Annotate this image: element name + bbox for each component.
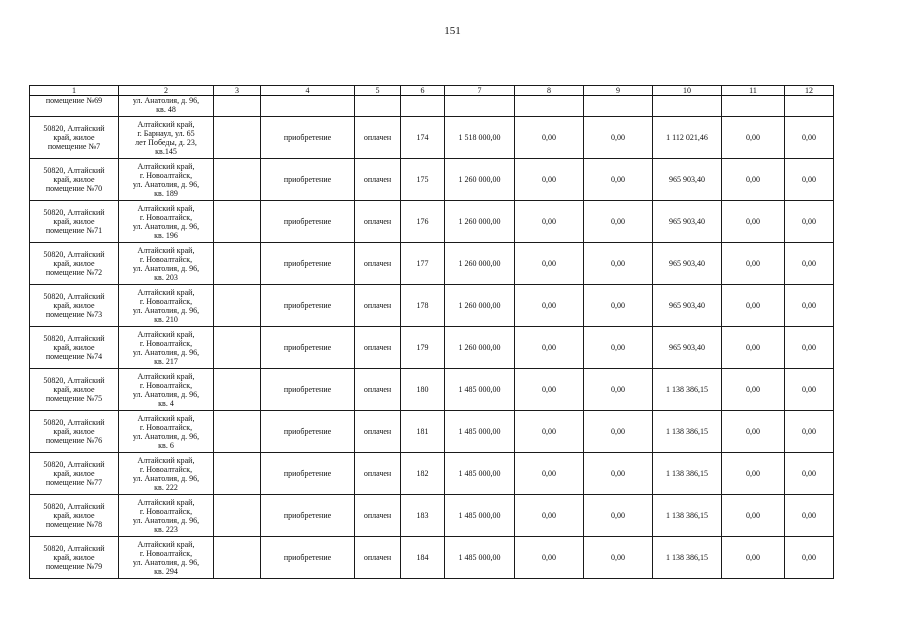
cell-object-name-line: помещение №78 xyxy=(45,520,103,529)
cell-col12-value: 0,00 xyxy=(785,411,834,453)
cell-status: оплачен xyxy=(355,369,401,411)
column-number-header-row xyxy=(30,86,834,96)
cell-status: оплачен xyxy=(355,495,401,537)
cell-col11-value: 0,00 xyxy=(722,537,785,579)
cell-address-line: Алтайский край, xyxy=(137,497,195,507)
cell-object-name-line: край, жилое xyxy=(53,133,95,142)
cell-address-line: кв. 189 xyxy=(154,188,178,198)
cell-amount: 1 260 000,00 xyxy=(445,327,515,369)
cell-col3 xyxy=(214,327,261,369)
cell-col12-value: 0,00 xyxy=(785,327,834,369)
cell-object-name xyxy=(30,159,119,201)
cell-address-line: Алтайский край, xyxy=(137,371,195,381)
cell-col10-value: 965 903,40 xyxy=(653,285,722,327)
table-row xyxy=(30,495,834,537)
cell-empty xyxy=(722,96,785,117)
cell-object-name xyxy=(30,243,119,285)
cell-address xyxy=(119,117,214,159)
cell-status: оплачен xyxy=(355,453,401,495)
cell-address-line: Алтайский край, xyxy=(137,119,195,129)
cell-col10-value: 1 138 386,15 xyxy=(653,537,722,579)
cell-col10-value: 965 903,40 xyxy=(653,159,722,201)
column-number-header: 9 xyxy=(584,86,653,96)
cell-object-name xyxy=(30,327,119,369)
cell-col3 xyxy=(214,201,261,243)
cell-col3 xyxy=(214,117,261,159)
cell-col11-value: 0,00 xyxy=(722,243,785,285)
cell-address-line: кв. 222 xyxy=(154,482,178,492)
cell-object-name-line: 50820, Алтайский xyxy=(43,292,105,301)
cell-number: 174 xyxy=(401,117,445,159)
cell-address-line: ул. Анатолия, д. 96, xyxy=(132,515,200,525)
cell-empty xyxy=(401,96,445,117)
cell-amount: 1 485 000,00 xyxy=(445,369,515,411)
cell-empty xyxy=(785,96,834,117)
cell-address-line: кв. 196 xyxy=(154,230,178,240)
cell-object-name-line: край, жилое xyxy=(53,469,95,478)
cell-col11-value: 0,00 xyxy=(722,117,785,159)
table-row xyxy=(30,201,834,243)
cell-object-name xyxy=(30,117,119,159)
cell-address-line: кв. 6 xyxy=(158,440,174,450)
cell-address xyxy=(119,411,214,453)
cell-number: 184 xyxy=(401,537,445,579)
cell-object-name-line: помещение №7 xyxy=(47,142,101,151)
cell-object-name-line: помещение №69 xyxy=(45,96,103,105)
cell-address-line: лет Победы, д. 23, xyxy=(135,137,197,147)
cell-address-line: Алтайский край, xyxy=(137,455,195,465)
cell-address-line: г. Новоалтайск, xyxy=(139,548,193,558)
table-row xyxy=(30,369,834,411)
cell-col8-value: 0,00 xyxy=(515,285,584,327)
cell-number: 182 xyxy=(401,453,445,495)
cell-col11-value: 0,00 xyxy=(722,453,785,495)
cell-address xyxy=(119,327,214,369)
cell-object-name-line: помещение №73 xyxy=(45,310,103,319)
cell-col9-value: 0,00 xyxy=(584,201,653,243)
cell-address-line: Алтайский край, xyxy=(137,161,195,171)
cell-status: оплачен xyxy=(355,411,401,453)
cell-status: оплачен xyxy=(355,243,401,285)
column-number-header: 5 xyxy=(355,86,401,96)
cell-col12-value: 0,00 xyxy=(785,285,834,327)
cell-col12-value: 0,00 xyxy=(785,453,834,495)
cell-address-line: кв. 217 xyxy=(154,356,178,366)
cell-amount: 1 485 000,00 xyxy=(445,495,515,537)
cell-col9-value: 0,00 xyxy=(584,327,653,369)
cell-address-line: Алтайский край, xyxy=(137,329,195,339)
cell-operation: приобретение xyxy=(261,411,355,453)
cell-col11-value: 0,00 xyxy=(722,411,785,453)
cell-object-name-line: край, жилое xyxy=(53,343,95,352)
cell-object-name-line: помещение №77 xyxy=(45,478,103,487)
cell-address-line: Алтайский край, xyxy=(137,287,195,297)
cell-operation: приобретение xyxy=(261,201,355,243)
table-body xyxy=(30,86,834,579)
cell-object-name-line: край, жилое xyxy=(53,175,95,184)
cell-object-name-line: край, жилое xyxy=(53,385,95,394)
cell-object-name-line: помещение №74 xyxy=(45,352,103,361)
cell-col11-value: 0,00 xyxy=(722,285,785,327)
cell-number: 175 xyxy=(401,159,445,201)
column-number-header: 4 xyxy=(261,86,355,96)
cell-address-line: кв.145 xyxy=(155,146,177,156)
cell-col3 xyxy=(214,285,261,327)
cell-address-line: кв. 203 xyxy=(154,272,178,282)
cell-col3 xyxy=(214,411,261,453)
cell-col9-value: 0,00 xyxy=(584,495,653,537)
cell-col9-value: 0,00 xyxy=(584,243,653,285)
cell-object-name xyxy=(30,201,119,243)
table-row xyxy=(30,117,834,159)
cell-number: 176 xyxy=(401,201,445,243)
cell-address-line: Алтайский край, xyxy=(137,413,195,423)
cell-object-name-line: помещение №70 xyxy=(45,184,103,193)
cell-col12-value: 0,00 xyxy=(785,369,834,411)
cell-address-line: ул. Анатолия, д. 96, xyxy=(132,305,200,315)
cell-operation: приобретение xyxy=(261,327,355,369)
cell-col8-value: 0,00 xyxy=(515,537,584,579)
cell-object-name-line: край, жилое xyxy=(53,301,95,310)
cell-status: оплачен xyxy=(355,537,401,579)
cell-object-name-line: край, жилое xyxy=(53,259,95,268)
cell-col10-value: 965 903,40 xyxy=(653,327,722,369)
cell-amount: 1 485 000,00 xyxy=(445,453,515,495)
cell-col8-value: 0,00 xyxy=(515,201,584,243)
cell-object-name-line: край, жилое xyxy=(53,217,95,226)
cell-amount: 1 260 000,00 xyxy=(445,285,515,327)
cell-col10-value: 1 138 386,15 xyxy=(653,369,722,411)
cell-address-line: г. Новоалтайск, xyxy=(139,422,193,432)
cell-number: 181 xyxy=(401,411,445,453)
cell-address-line: г. Новоалтайск, xyxy=(139,380,193,390)
cell-amount: 1 260 000,00 xyxy=(445,243,515,285)
table-row xyxy=(30,537,834,579)
cell-address-line: ул. Анатолия, д. 96, xyxy=(132,96,200,105)
cell-object-name-line: край, жилое xyxy=(53,427,95,436)
cell-address xyxy=(119,243,214,285)
cell-address xyxy=(119,369,214,411)
cell-number: 183 xyxy=(401,495,445,537)
cell-operation: приобретение xyxy=(261,537,355,579)
cell-address-line: ул. Анатолия, д. 96, xyxy=(132,557,200,567)
cell-operation: приобретение xyxy=(261,285,355,327)
cell-address-line: кв. 4 xyxy=(158,398,174,408)
cell-col10-value: 1 138 386,15 xyxy=(653,411,722,453)
cell-col10-value: 1 112 021,46 xyxy=(653,117,722,159)
cell-col12-value: 0,00 xyxy=(785,537,834,579)
column-number-header: 8 xyxy=(515,86,584,96)
cell-object-name-line: 50820, Алтайский xyxy=(43,502,105,511)
column-number-header: 7 xyxy=(445,86,515,96)
cell-address-line: кв. 48 xyxy=(156,105,176,114)
cell-operation: приобретение xyxy=(261,117,355,159)
cell-address-line: Алтайский край, xyxy=(137,539,195,549)
cell-col11-value: 0,00 xyxy=(722,159,785,201)
cell-col8-value: 0,00 xyxy=(515,243,584,285)
cell-address-line: ул. Анатолия, д. 96, xyxy=(132,179,200,189)
cell-empty xyxy=(445,96,515,117)
page-number: 151 xyxy=(444,25,461,37)
cell-address xyxy=(119,537,214,579)
cell-number: 177 xyxy=(401,243,445,285)
cell-col8-value: 0,00 xyxy=(515,453,584,495)
cell-col9-value: 0,00 xyxy=(584,117,653,159)
table-row-continued xyxy=(30,96,834,117)
cell-amount: 1 260 000,00 xyxy=(445,201,515,243)
cell-object-name-line: 50820, Алтайский xyxy=(43,124,105,133)
cell-address-line: ул. Анатолия, д. 96, xyxy=(132,473,200,483)
cell-address-line: г. Новоалтайск, xyxy=(139,464,193,474)
cell-object-name xyxy=(30,285,119,327)
cell-col11-value: 0,00 xyxy=(722,327,785,369)
cell-object-name-line: 50820, Алтайский xyxy=(43,460,105,469)
cell-col8-value: 0,00 xyxy=(515,369,584,411)
column-number-header: 3 xyxy=(214,86,261,96)
cell-col12-value: 0,00 xyxy=(785,201,834,243)
cell-object-name-line: 50820, Алтайский xyxy=(43,208,105,217)
cell-col11-value: 0,00 xyxy=(722,495,785,537)
cell-status: оплачен xyxy=(355,117,401,159)
cell-address-line: ул. Анатолия, д. 96, xyxy=(132,431,200,441)
cell-col11-value: 0,00 xyxy=(722,369,785,411)
cell-address-line: г. Новоалтайск, xyxy=(139,338,193,348)
cell-address xyxy=(119,96,214,117)
cell-address-line: г. Новоалтайск, xyxy=(139,170,193,180)
cell-address-line: Алтайский край, xyxy=(137,245,195,255)
cell-address-line: Алтайский край, xyxy=(137,203,195,213)
cell-amount: 1 518 000,00 xyxy=(445,117,515,159)
cell-empty xyxy=(261,96,355,117)
property-table xyxy=(29,85,834,579)
table-row xyxy=(30,285,834,327)
cell-object-name-line: край, жилое xyxy=(53,553,95,562)
cell-col8-value: 0,00 xyxy=(515,117,584,159)
cell-col3 xyxy=(214,453,261,495)
cell-empty xyxy=(584,96,653,117)
column-number-header: 1 xyxy=(30,86,119,96)
cell-object-name-line: 50820, Алтайский xyxy=(43,166,105,175)
cell-col9-value: 0,00 xyxy=(584,411,653,453)
table-row xyxy=(30,243,834,285)
cell-address-line: ул. Анатолия, д. 96, xyxy=(132,347,200,357)
cell-number: 178 xyxy=(401,285,445,327)
cell-col9-value: 0,00 xyxy=(584,159,653,201)
cell-address-line: г. Барнаул, ул. 65 xyxy=(137,128,195,138)
column-number-header: 2 xyxy=(119,86,214,96)
cell-object-name xyxy=(30,96,119,117)
cell-object-name-line: 50820, Алтайский xyxy=(43,250,105,259)
table-row xyxy=(30,159,834,201)
cell-object-name xyxy=(30,411,119,453)
cell-address-line: г. Новоалтайск, xyxy=(139,254,193,264)
cell-amount: 1 485 000,00 xyxy=(445,537,515,579)
cell-col9-value: 0,00 xyxy=(584,537,653,579)
cell-object-name-line: помещение №75 xyxy=(45,394,103,403)
cell-status: оплачен xyxy=(355,201,401,243)
cell-object-name-line: 50820, Алтайский xyxy=(43,334,105,343)
cell-operation: приобретение xyxy=(261,495,355,537)
column-number-header: 11 xyxy=(722,86,785,96)
cell-object-name-line: помещение №79 xyxy=(45,562,103,571)
cell-operation: приобретение xyxy=(261,453,355,495)
cell-col3 xyxy=(214,369,261,411)
cell-status: оплачен xyxy=(355,285,401,327)
cell-col8-value: 0,00 xyxy=(515,327,584,369)
cell-address-line: ул. Анатолия, д. 96, xyxy=(132,389,200,399)
cell-address-line: г. Новоалтайск, xyxy=(139,296,193,306)
cell-operation: приобретение xyxy=(261,243,355,285)
cell-col9-value: 0,00 xyxy=(584,369,653,411)
cell-col12-value: 0,00 xyxy=(785,495,834,537)
cell-col12-value: 0,00 xyxy=(785,117,834,159)
cell-col12-value: 0,00 xyxy=(785,159,834,201)
cell-empty xyxy=(214,96,261,117)
cell-col8-value: 0,00 xyxy=(515,411,584,453)
cell-col10-value: 1 138 386,15 xyxy=(653,453,722,495)
cell-col9-value: 0,00 xyxy=(584,453,653,495)
table-row xyxy=(30,453,834,495)
cell-object-name-line: 50820, Алтайский xyxy=(43,544,105,553)
cell-object-name-line: помещение №76 xyxy=(45,436,103,445)
cell-number: 179 xyxy=(401,327,445,369)
cell-address-line: кв. 223 xyxy=(154,524,178,534)
cell-object-name xyxy=(30,537,119,579)
cell-operation: приобретение xyxy=(261,369,355,411)
cell-address-line: кв. 210 xyxy=(154,314,178,324)
cell-object-name-line: 50820, Алтайский xyxy=(43,376,105,385)
cell-object-name xyxy=(30,495,119,537)
cell-address-line: ул. Анатолия, д. 96, xyxy=(132,263,200,273)
cell-col3 xyxy=(214,159,261,201)
cell-number: 180 xyxy=(401,369,445,411)
cell-amount: 1 485 000,00 xyxy=(445,411,515,453)
cell-col8-value: 0,00 xyxy=(515,159,584,201)
cell-object-name-line: помещение №72 xyxy=(45,268,103,277)
column-number-header: 10 xyxy=(653,86,722,96)
cell-col11-value: 0,00 xyxy=(722,201,785,243)
cell-address-line: г. Новоалтайск, xyxy=(139,212,193,222)
cell-empty xyxy=(515,96,584,117)
cell-address-line: кв. 294 xyxy=(154,566,178,576)
cell-address xyxy=(119,495,214,537)
cell-status: оплачен xyxy=(355,327,401,369)
cell-address xyxy=(119,453,214,495)
cell-address xyxy=(119,201,214,243)
table-row xyxy=(30,327,834,369)
table-row xyxy=(30,411,834,453)
cell-col10-value: 965 903,40 xyxy=(653,243,722,285)
cell-object-name xyxy=(30,369,119,411)
cell-col3 xyxy=(214,537,261,579)
cell-address-line: ул. Анатолия, д. 96, xyxy=(132,221,200,231)
cell-empty xyxy=(653,96,722,117)
cell-col10-value: 965 903,40 xyxy=(653,201,722,243)
cell-object-name-line: помещение №71 xyxy=(45,226,103,235)
cell-amount: 1 260 000,00 xyxy=(445,159,515,201)
cell-address-line: г. Новоалтайск, xyxy=(139,506,193,516)
column-number-header: 12 xyxy=(785,86,834,96)
cell-address xyxy=(119,285,214,327)
cell-col3 xyxy=(214,495,261,537)
cell-object-name-line: край, жилое xyxy=(53,511,95,520)
cell-col9-value: 0,00 xyxy=(584,285,653,327)
column-number-header: 6 xyxy=(401,86,445,96)
cell-col10-value: 1 138 386,15 xyxy=(653,495,722,537)
cell-object-name-line: 50820, Алтайский xyxy=(43,418,105,427)
cell-col3 xyxy=(214,243,261,285)
cell-operation: приобретение xyxy=(261,159,355,201)
cell-empty xyxy=(355,96,401,117)
cell-address xyxy=(119,159,214,201)
cell-status: оплачен xyxy=(355,159,401,201)
cell-object-name xyxy=(30,453,119,495)
cell-col8-value: 0,00 xyxy=(515,495,584,537)
cell-col12-value: 0,00 xyxy=(785,243,834,285)
